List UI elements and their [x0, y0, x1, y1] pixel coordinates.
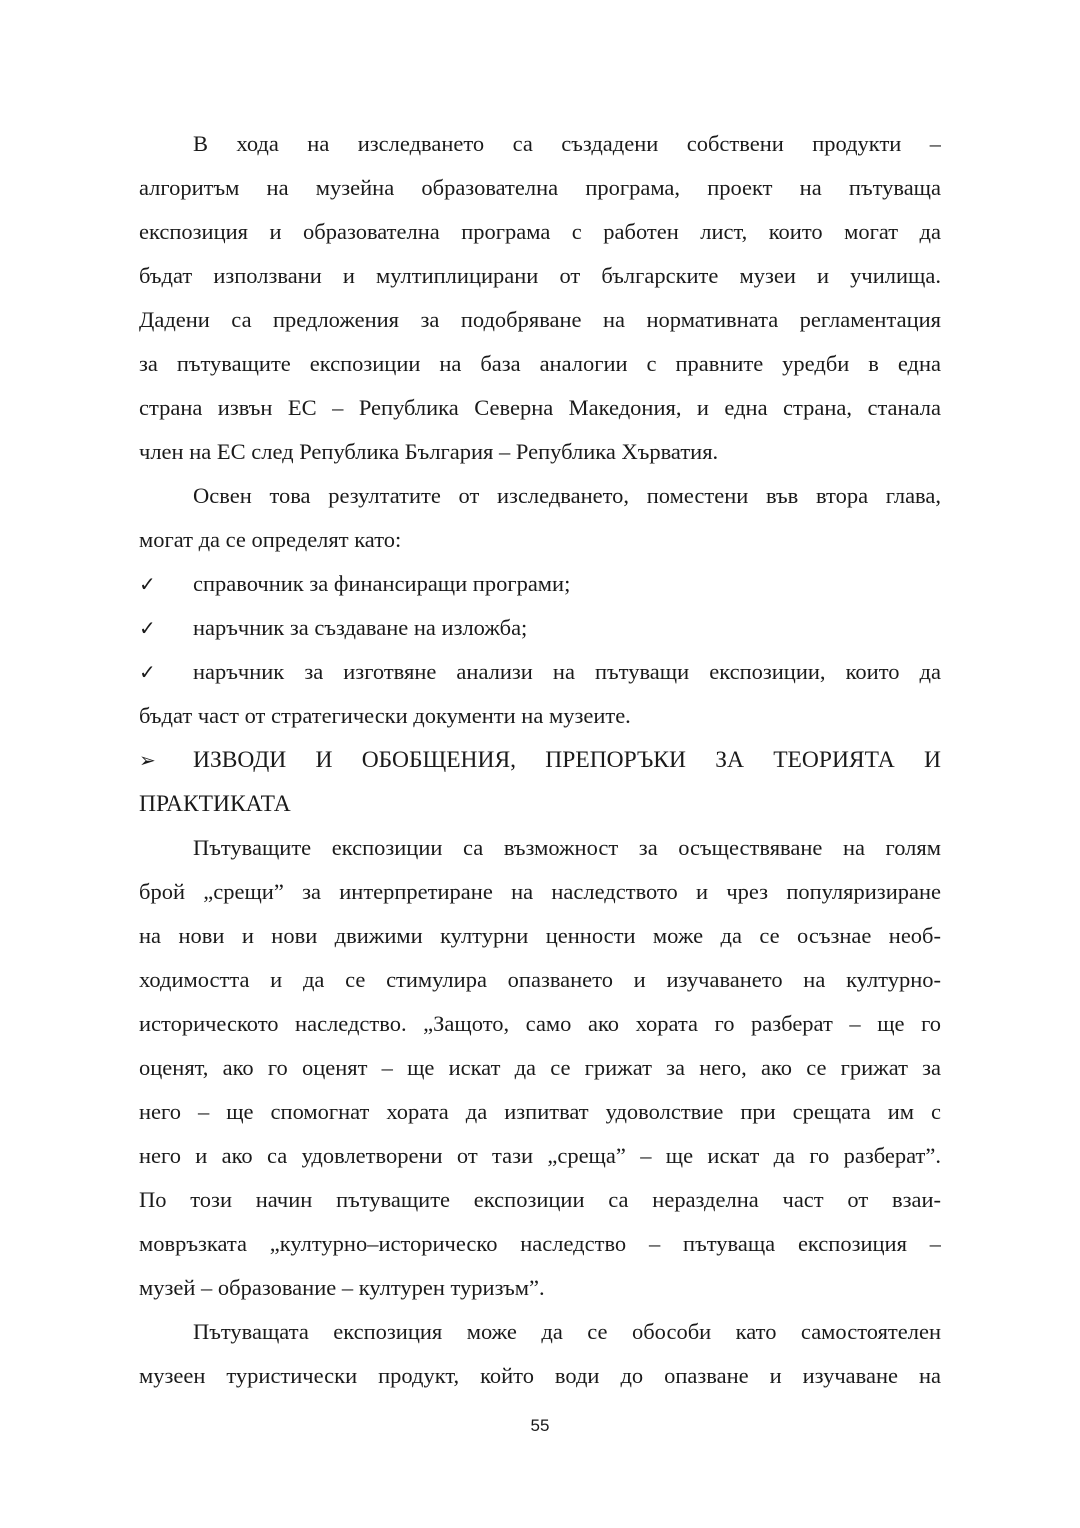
arrow-bullet-icon: ➢ [139, 748, 156, 772]
list-item-continuation: бъдат част от стратегически документи на музеите. [139, 703, 631, 728]
text-line: член на ЕС след Република България – Република Хърватия. [139, 439, 719, 464]
list-item-text: наръчник за създаване на изложба; [193, 615, 528, 640]
checkmark-icon: ✓ [139, 660, 156, 684]
paragraph-tourist-product [139, 1310, 941, 1398]
text-line: музеен туристически продукт, който води до опазване и изучаване на [139, 1363, 941, 1388]
checklist [139, 562, 941, 738]
text-line: брой „срещи” за интерпретиране на наследството и чрез популяризиране [139, 879, 941, 904]
text-line: експозиция и образователна програма с работен лист, които могат да [139, 219, 941, 244]
text-line: Дадени са предложения за подобряване на нормативната регламентация [139, 307, 941, 332]
text-line: за пътуващите експозиции на база аналогии с правните уредби в една [139, 351, 941, 376]
text-line: Пътуващата експозиция може да се обособи като самостоятелен [193, 1319, 941, 1344]
list-item [139, 562, 941, 606]
text-line: алгоритъм на музейна образователна програма, проект на пътуваща [139, 175, 941, 200]
text-line: музей – образование – културен туризъм”. [139, 1275, 545, 1300]
text-line: историческото наследство. „Защото, само ако хората го разберат – ще го [139, 1011, 941, 1036]
section-heading-text: ПРАКТИКАТА [139, 791, 291, 817]
section-heading [139, 738, 941, 826]
text-line: него и ако са удовлетворени от тази „среща” – ще искат да го разберат”. [139, 1143, 941, 1168]
text-line: страна извън ЕС – Република Северна Македония, и една страна, станала [139, 395, 941, 420]
text-line: В хода на изследването са създадени собствени продукти – [193, 131, 941, 156]
section-heading-line [139, 738, 941, 782]
paragraph-research-products [139, 122, 941, 474]
document-page [139, 122, 941, 1398]
checkmark-icon: ✓ [139, 616, 156, 640]
section-heading-text: ИЗВОДИ И ОБОБЩЕНИЯ, ПРЕПОРЪКИ ЗА ТЕОРИЯТА И [193, 747, 941, 773]
checkmark-icon: ✓ [139, 572, 156, 596]
text-line: мовръзката „културно–историческо наследство – пътуваща експозиция – [139, 1231, 941, 1256]
list-item [139, 650, 941, 694]
list-item-text: справочник за финансиращи програми; [193, 571, 571, 596]
text-line: бъдат използвани и мултиплицирани от българските музеи и училища. [139, 263, 941, 288]
paragraph-travelling-exhibitions [139, 826, 941, 1310]
text-line: него – ще спомогнат хората да изпитват удоволствие при срещата им с [139, 1099, 941, 1124]
text-line: По този начин пътуващите експозиции са неразделна част от взаи- [139, 1187, 941, 1212]
text-line: Освен това резултатите от изследването, поместени във втора глава, [193, 483, 941, 508]
text-line: могат да се определят като: [139, 527, 402, 552]
list-item [139, 606, 941, 650]
text-line: на нови и нови движими културни ценности може да се осъзнае необ- [139, 923, 941, 948]
list-item-text: наръчник за изготвяне анализи на пътуващи експозиции, които да [193, 659, 941, 684]
page-number: 55 [530, 1416, 550, 1435]
text-line: Пътуващите експозиции са възможност за осъществяване на голям [193, 835, 941, 860]
text-line: оценят, ако го оценят – ще искат да се грижат за него, ако се грижат за [139, 1055, 941, 1080]
paragraph-results [139, 474, 941, 562]
text-line: ходимостта и да се стимулира опазването и изучаването на културно- [139, 967, 941, 992]
